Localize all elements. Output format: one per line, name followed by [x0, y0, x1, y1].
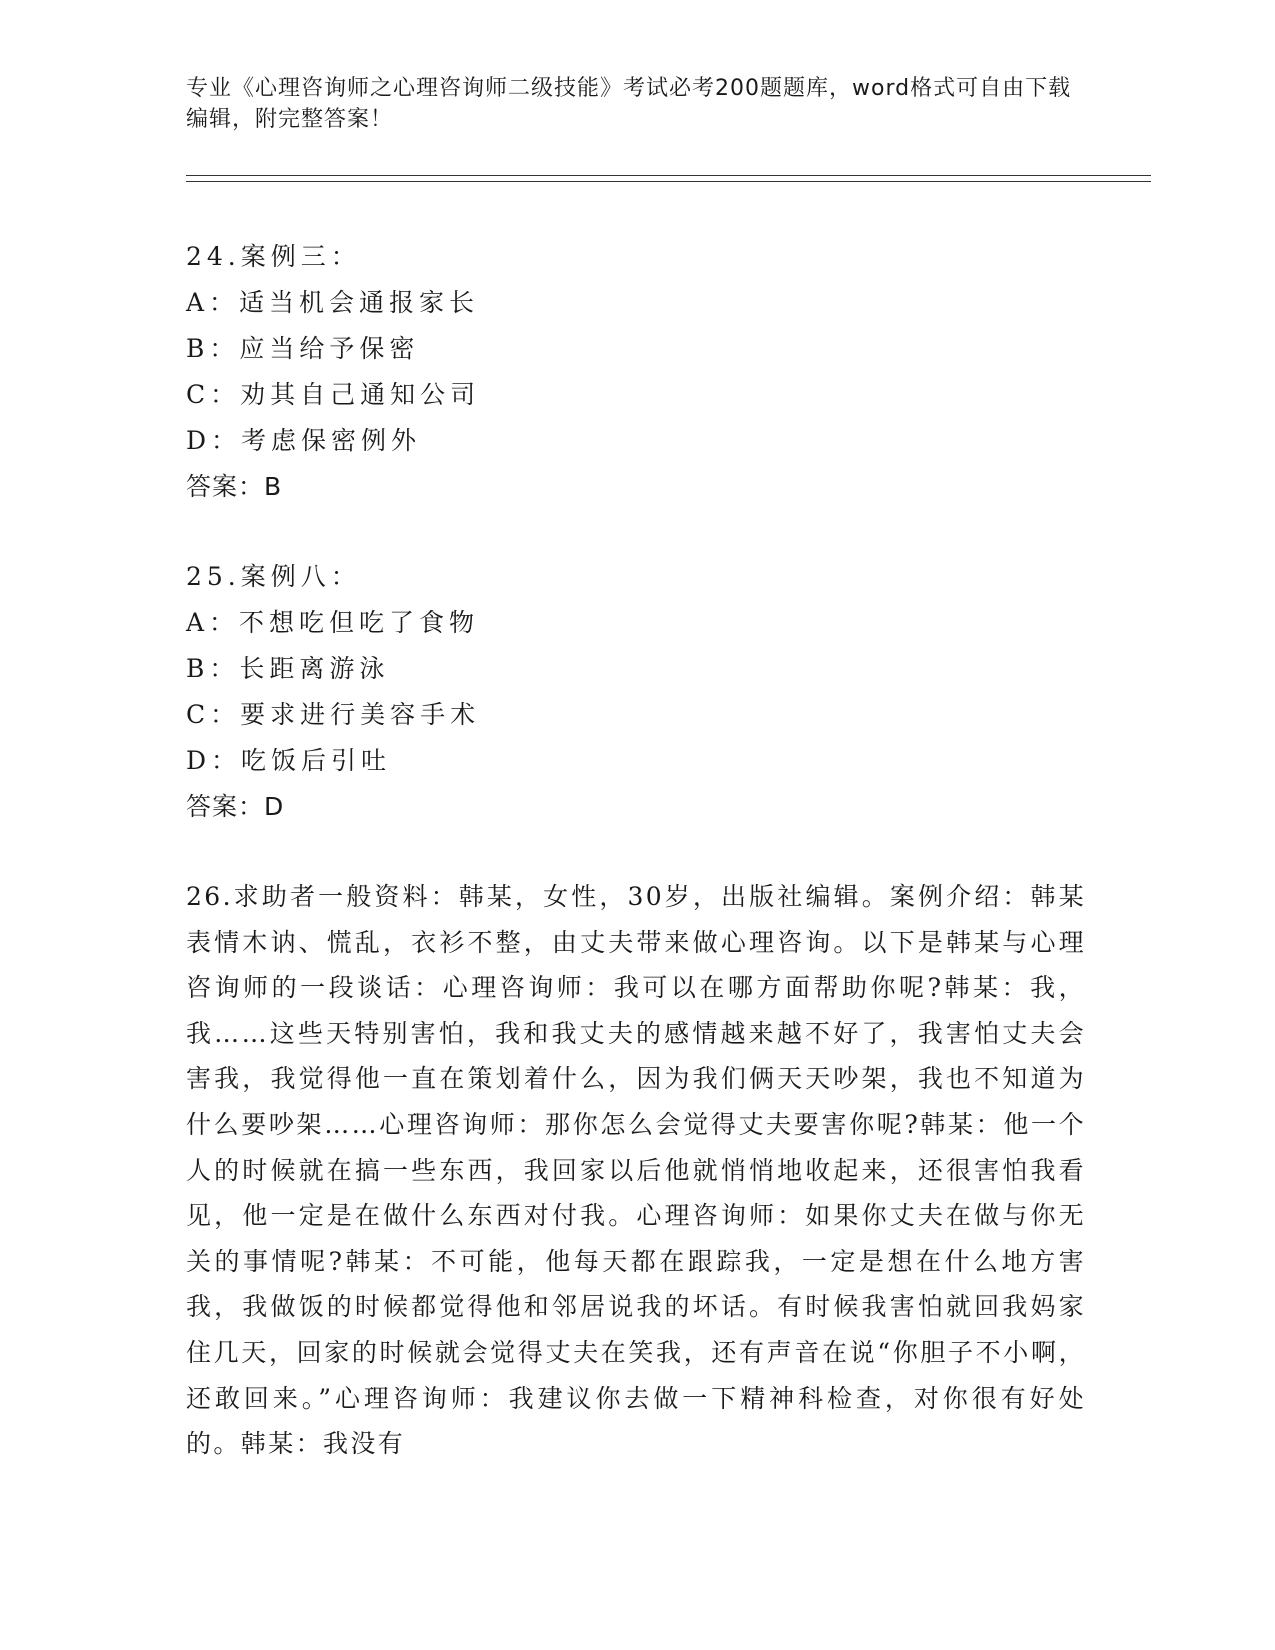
option-c: C：要求进行美容手术	[186, 700, 481, 729]
question-25	[186, 554, 1086, 830]
option-c: C：劝其自己通知公司	[186, 380, 481, 409]
header-divider-top	[186, 175, 1151, 176]
question-26-case-text: 26.求助者一般资料：韩某，女性，30岁，出版社编辑。案例介绍：韩某表情木讷、慌乱，衣衫不整，由丈夫带来做心理咨询。以下是韩某与心理咨询师的一段谈话：心理咨询师：我可以在哪方面帮助你呢?韩某：我，我……这些天特别害怕，我和我丈夫的感情越来越不好了，我害怕丈夫会害我，我觉得他一直在策划着什么，因为我们俩天天吵架，我也不知道为什么要吵架……心理咨询师：那你怎么会觉得丈夫要害你呢?韩某：他一个人的时候就在搞一些东西，我回家以后他就悄悄地收起来，还很害怕我看见，他一定是在做什么东西对付我。心理咨询师：如果你丈夫在做与你无关的事情呢?韩某：不可能，他每天都在跟踪我，一定是想在什么地方害我，我做饭的时候都觉得他和邻居说我的坏话。有时候我害怕就回我妈家住几天，回家的时候就会觉得丈夫在笑我，还有声音在说“你胆子不小啊，还敢回来。”心理咨询师：我建议你去做一下精神科检查，对你很有好处的。韩某：我没有	[186, 882, 1086, 1459]
option-b: B：长距离游泳	[186, 654, 390, 683]
option-a: A：不想吃但吃了食物	[186, 608, 480, 637]
question-stem: 25.案例八：	[186, 562, 361, 591]
question-stem: 24.案例三：	[186, 242, 361, 271]
question-24	[186, 234, 1086, 510]
answer: 答案：D	[186, 792, 285, 821]
option-b: B：应当给予保密	[186, 334, 420, 363]
option-a: A：适当机会通报家长	[186, 288, 480, 317]
option-d: D：考虑保密例外	[186, 426, 422, 455]
header-divider-bottom	[186, 181, 1151, 182]
document-header: 专业《心理咨询师之心理咨询师二级技能》考试必考200题题库，word格式可自由下载编辑，附完整答案！	[186, 76, 1072, 132]
answer: 答案：B	[186, 472, 283, 501]
option-d: D：吃饭后引吐	[186, 746, 392, 775]
